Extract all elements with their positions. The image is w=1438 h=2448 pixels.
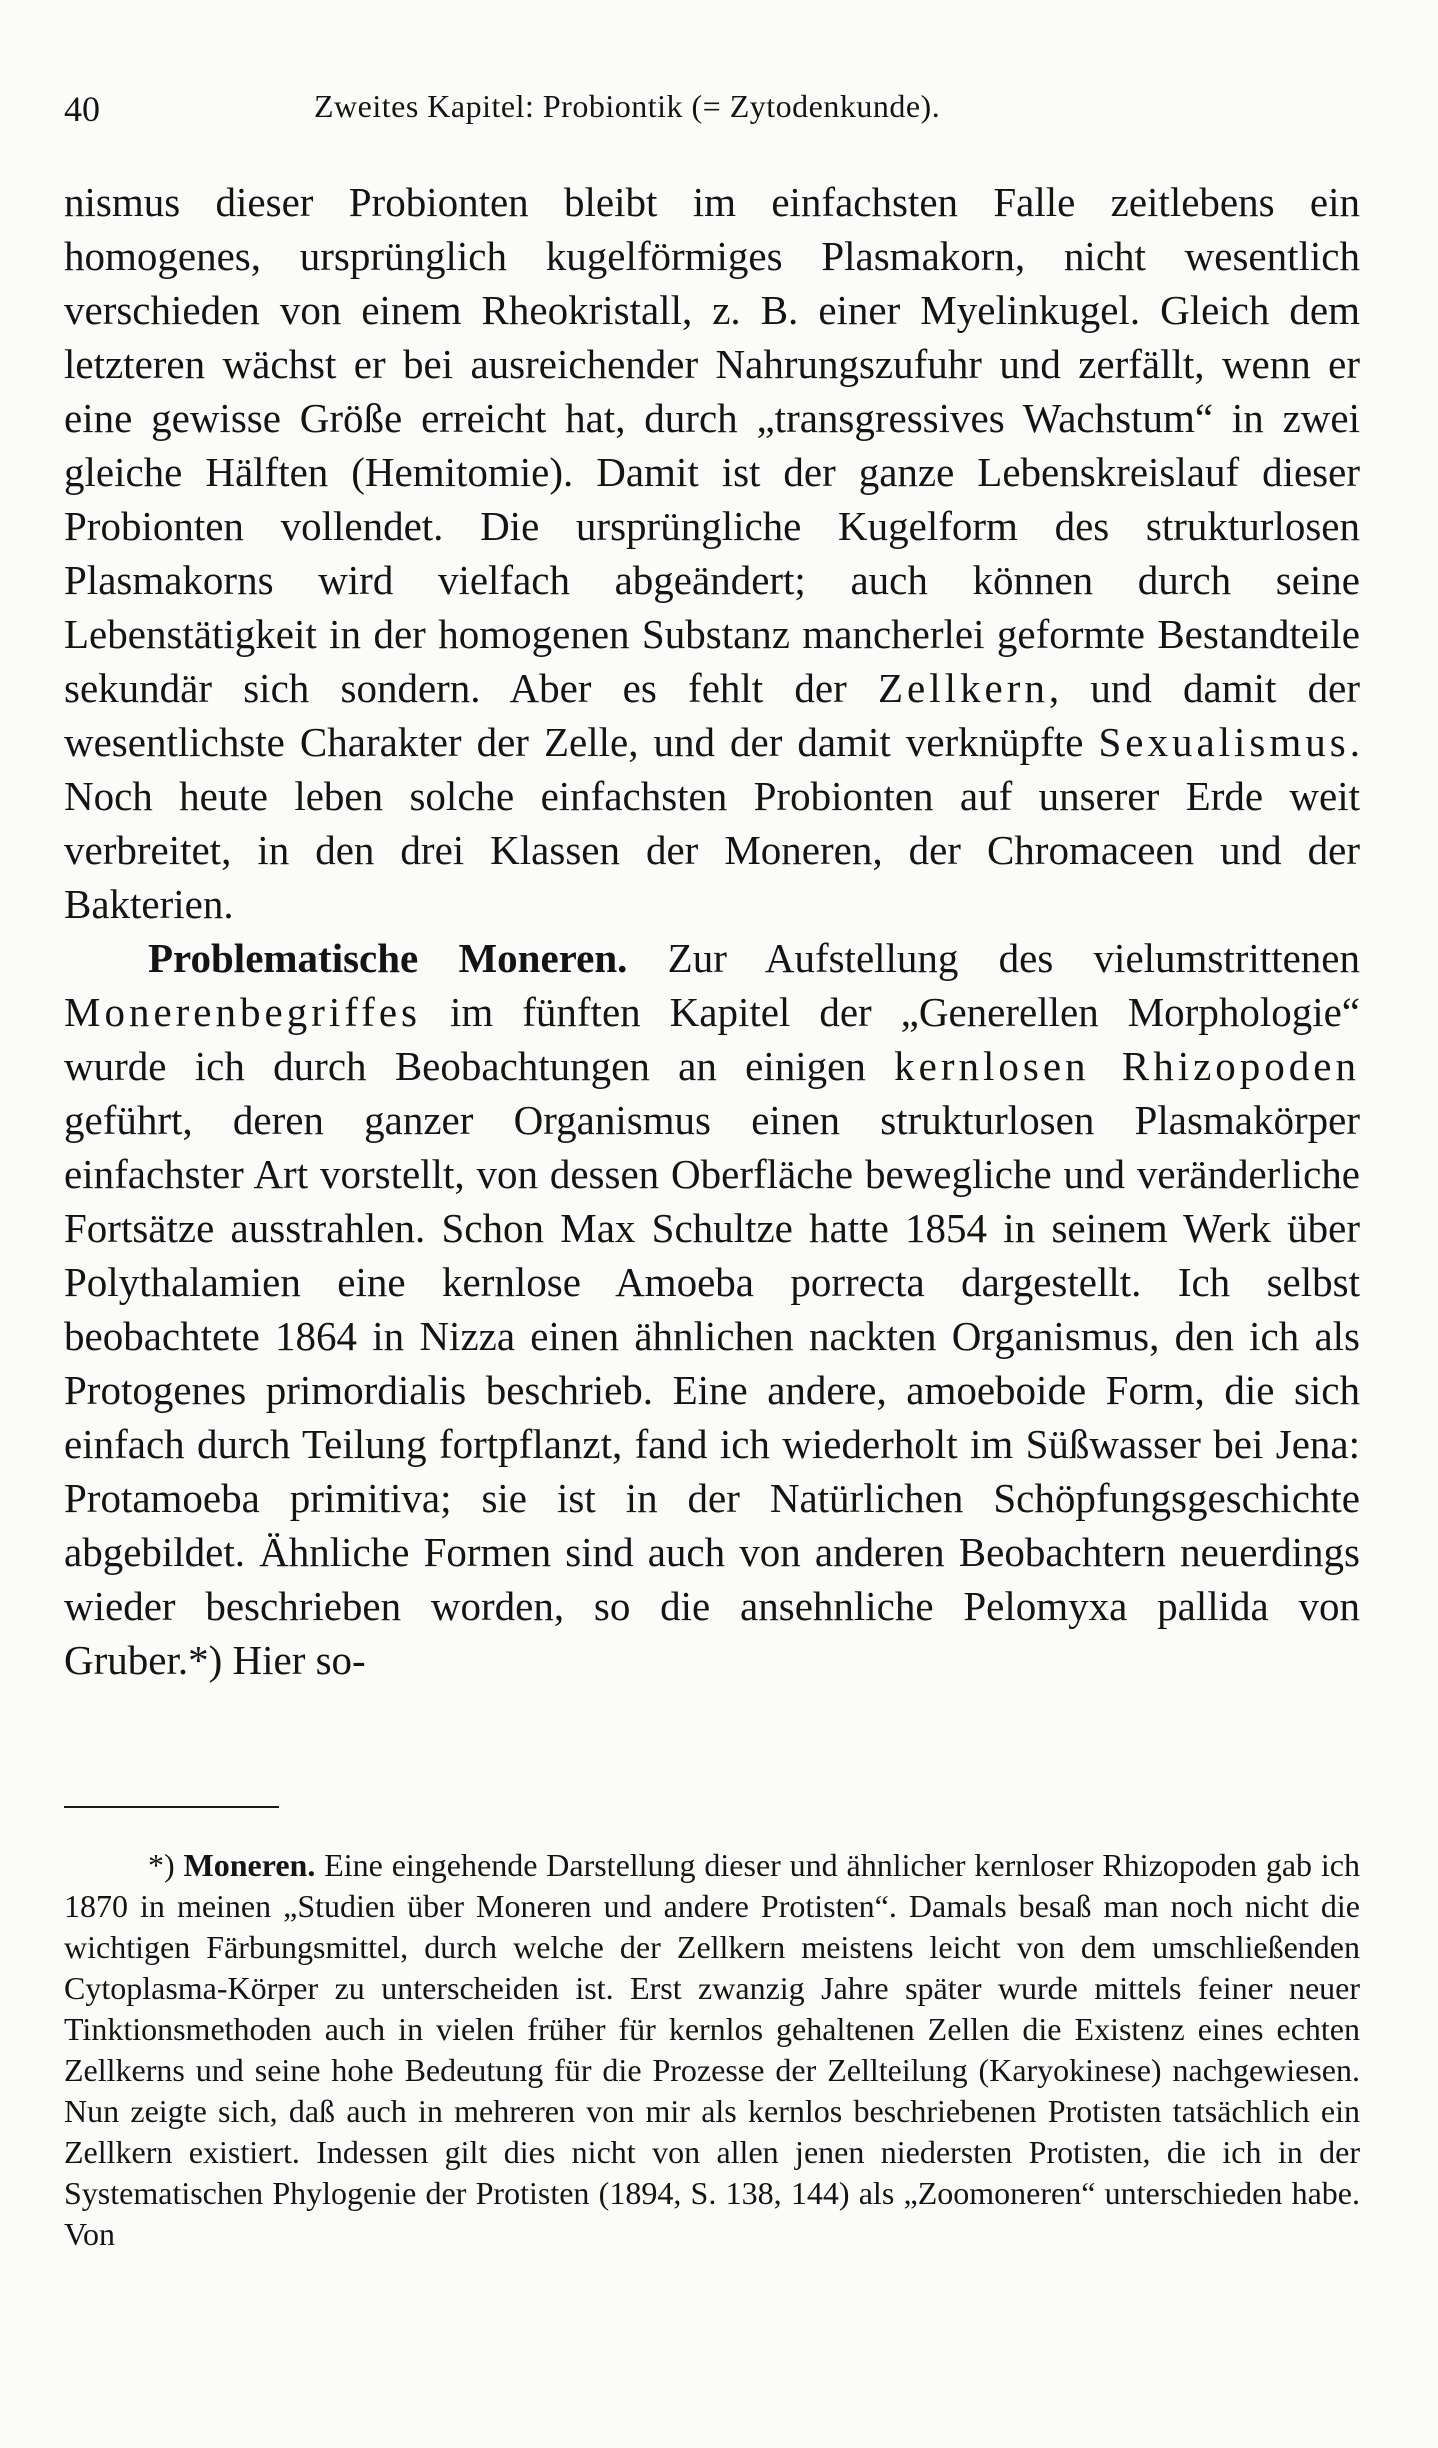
- spaced-term-zellkern: Zellkern: [877, 665, 1049, 711]
- footnote-divider: [64, 1806, 279, 1808]
- text-run: . Noch heute leben solche einfachsten Probionten auf unserer Erde weit verbreitet, in den drei Klassen der Moneren, der Chromaceen und der Bakterien.: [64, 719, 1360, 927]
- running-head: Zweites Kapitel: Probiontik (= Zytodenkunde).: [314, 88, 941, 124]
- spaced-term-kernlose-rhizopoden: kernlosen Rhizopoden: [894, 1043, 1360, 1089]
- page-header: [64, 88, 1354, 138]
- text-run: Zur Aufstellung des vielumstrittenen: [627, 935, 1360, 981]
- spaced-term-monerenbegriffes: Monerenbegriffes: [64, 989, 421, 1035]
- paragraph-1: [64, 175, 1360, 931]
- text-run: nismus dieser Probionten bleibt im einfachsten Falle zeitlebens ein homogenes, ursprünglich kugelförmiges Plasmakorn, nicht wesentlich verschieden von einem Rheokristall, z. B. einer Myelinkugel. Gleich dem letzteren wächst er bei ausreichender Nahrungszufuhr und zerfällt, wenn er eine gewisse Größe erreicht hat, durch „transgressives Wachstum“ in zwei gleiche Hälften (Hemitomie). Damit ist der ganze Lebenskreislauf dieser Probionten vollendet. Die ursprüngliche Kugelform des strukturlosen Plasmakorns wird vielfach abgeändert; auch können durch seine Lebenstätigkeit in der homogenen Substanz mancherlei geformte Bestandteile sekundär sich sondern. Aber es fehlt der: [64, 179, 1360, 711]
- spaced-term-sexualismus: Sexualismus: [1098, 719, 1350, 765]
- section-heading: Problematische Moneren.: [148, 935, 628, 981]
- text-run: im fünften Kapitel der „Generellen Morphologie“ wurde ich durch Beobachtungen an einigen: [64, 989, 1360, 1089]
- footnote-heading: Moneren.: [183, 1847, 316, 1883]
- footnote-marker: *): [148, 1847, 175, 1883]
- footnote-paragraph: [64, 1845, 1360, 2255]
- text-run: geführt, deren ganzer Organismus einen strukturlosen Plasmakörper einfachster Art vorstellt, von dessen Oberfläche bewegliche und veränderliche Fortsätze ausstrahlen. Schon Max Schultze hatte 1854 in seinem Werk über Polythalamien eine kernlose Amoeba porrecta dargestellt. Ich selbst beobachtete 1864 in Nizza einen ähnlichen nackten Organismus, den ich als Protogenes primordialis beschrieb. Eine andere, amoeboide Form, die sich einfach durch Teilung fortpflanzt, fand ich wiederholt im Süßwasser bei Jena: Protamoeba primitiva; sie ist in der Natürlichen Schöpfungsgeschichte abgebildet. Ähnliche Formen sind auch von anderen Beobachtern neuerdings wieder beschrieben worden, so die ansehnliche Pelomyxa pallida von Gruber.*) Hier so-: [64, 1097, 1360, 1683]
- main-text: [64, 175, 1360, 1687]
- footnote: [64, 1845, 1360, 2255]
- page-number: 40: [64, 89, 100, 129]
- text-run: , und damit der wesentlichste Charakter der Zelle, und der damit verknüpfte: [64, 665, 1360, 765]
- paragraph-2: [64, 931, 1360, 1687]
- footnote-text: Eine eingehende Darstellung dieser und ähnlicher kernloser Rhizopoden gab ich 1870 in meinen „Studien über Moneren und andere Protisten“. Damals besaß man noch nicht die wichtigen Färbungsmittel, durch welche der Zellkern meistens leicht von dem umschließenden Cytoplasma-Körper zu unterscheiden ist. Erst zwanzig Jahre später wurde mittels feiner neuer Tinktionsmethoden auch in vielen früher für kernlos gehaltenen Zellen die Existenz eines echten Zellkerns und seine hohe Bedeutung für die Prozesse der Zellteilung (Karyokinese) nachgewiesen. Nun zeigte sich, daß auch in mehreren von mir als kernlos beschriebenen Protisten tatsächlich ein Zellkern existiert. Indessen gilt dies nicht von allen jenen niedersten Protisten, die ich in der Systematischen Phylogenie der Protisten (1894, S. 138, 144) als „Zoomoneren“ unterschieden habe. Von: [64, 1847, 1361, 2252]
